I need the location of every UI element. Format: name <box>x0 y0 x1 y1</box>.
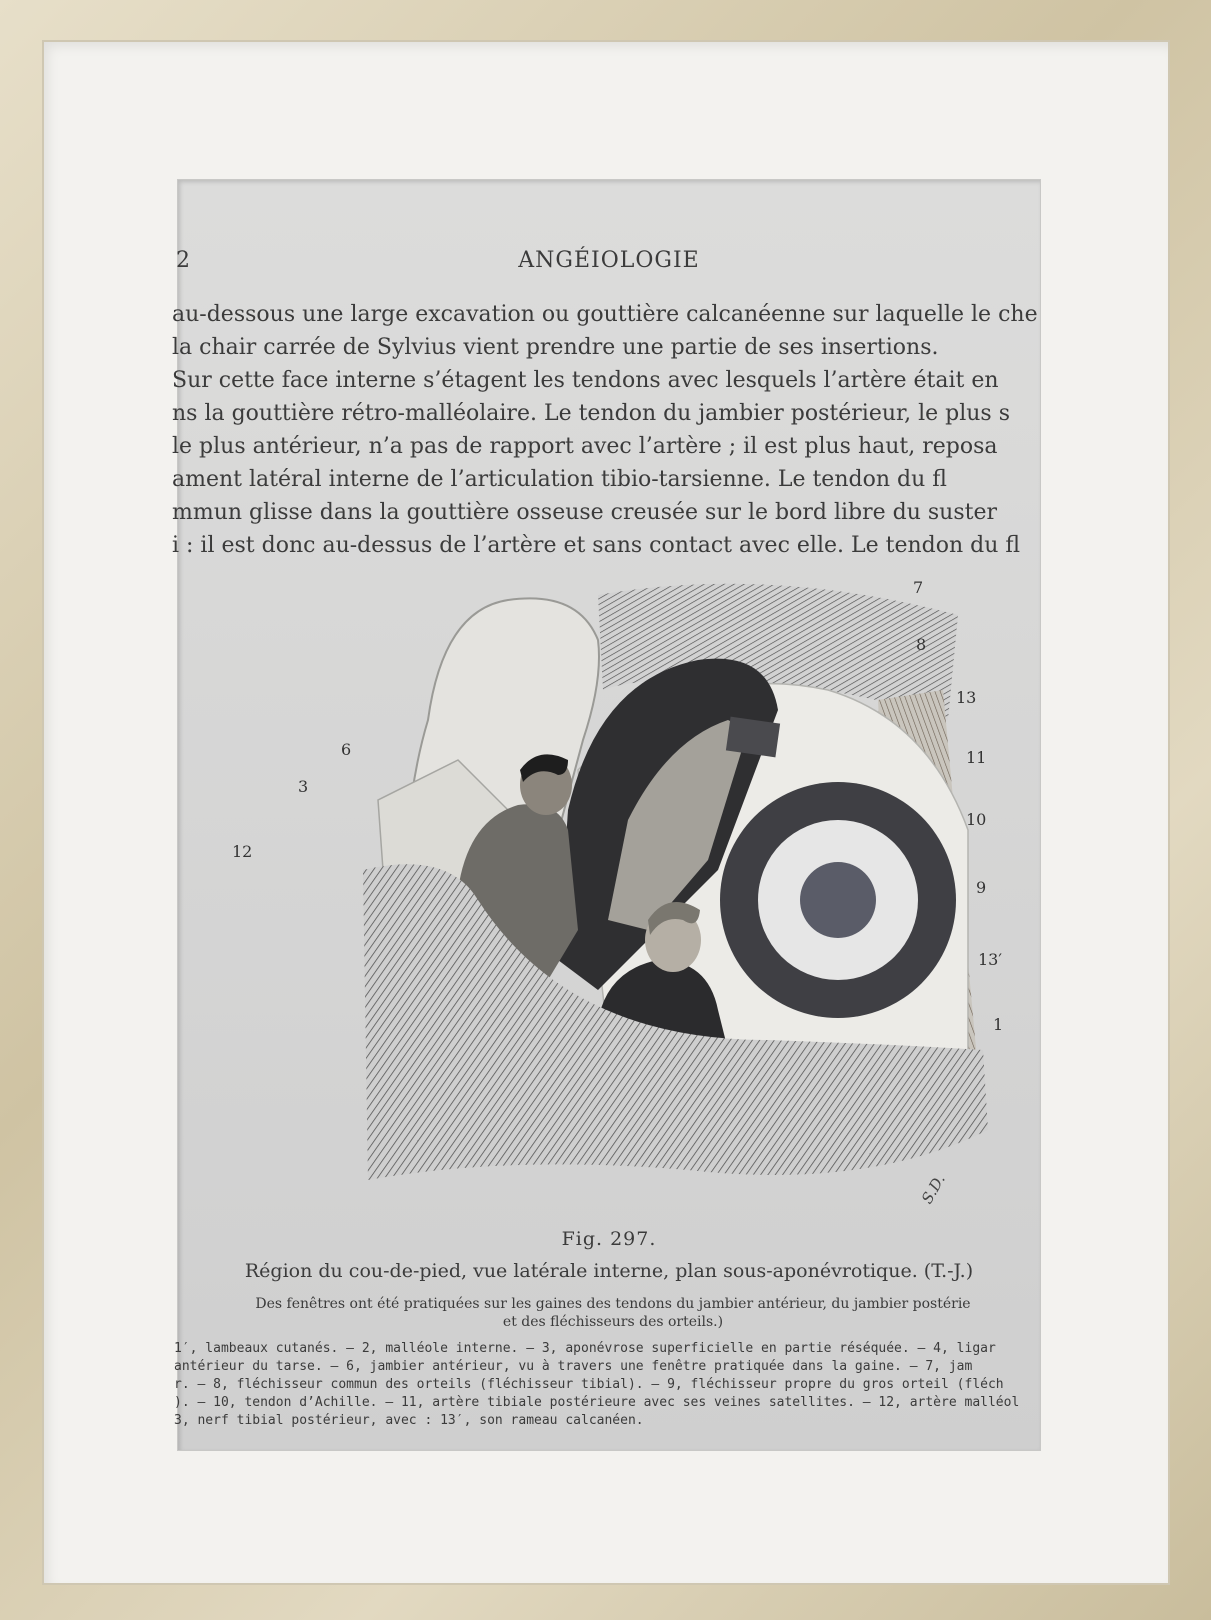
figure-note-line: Des fenêtres ont été pratiquées sur les gaines des tendons du jambier antérieur, du jambier postérie <box>255 1296 971 1312</box>
figure-note <box>198 1295 1028 1331</box>
body-line: i : il est donc au-dessus de l’artère et sans contact avec elle. Le tendon du fl <box>172 533 1021 558</box>
callout-3: 3 <box>298 777 309 796</box>
page-number: 2 <box>176 248 190 273</box>
figure-legend <box>174 1340 1054 1430</box>
callout-9: 9 <box>976 878 987 897</box>
body-line: ns la gouttière rétro-malléolaire. Le tendon du jambier postérieur, le plus s <box>172 401 1011 426</box>
fuselage-marking <box>726 717 780 758</box>
callout-7: 7 <box>913 578 924 597</box>
callout-12: 12 <box>232 842 253 861</box>
body-line: la chair carrée de Sylvius vient prendre une partie de ses insertions. <box>172 335 939 360</box>
figure-number: Fig. 297. <box>561 1228 657 1250</box>
figure-note-line: et des fléchisseurs des orteils.) <box>502 1314 724 1330</box>
callout-1: 1 <box>993 1015 1004 1034</box>
body-line: au-dessous une large excavation ou gouttière calcanéenne sur laquelle le che <box>172 302 1038 327</box>
callout-8: 8 <box>916 635 927 654</box>
legend-line: 3, nerf tibial postérieur, avec : 13′, son rameau calcanéen. <box>174 1413 644 1428</box>
legend-line: ). — 10, tendon d’Achille. — 11, artère tibiale postérieure avec ses veines satellites. — 12, artère malléol <box>174 1395 1020 1410</box>
callout-11: 11 <box>966 748 987 767</box>
callout-6: 6 <box>341 740 352 759</box>
callout-10: 10 <box>966 810 987 829</box>
running-head: ANGÉIOLOGIE <box>518 248 700 273</box>
callout-13: 13 <box>956 688 977 707</box>
body-line: Sur cette face interne s’étagent les tendons avec lesquels l’artère était en <box>172 368 999 393</box>
body-text <box>172 298 1052 562</box>
legend-line: antérieur du tarse. — 6, jambier antérieur, vu à travers une fenêtre pratiquée dans la gaine. — 7, jam <box>174 1359 973 1374</box>
figure-title: Région du cou-de-pied, vue latérale interne, plan sous-aponévrotique. (T.-J.) <box>244 1260 974 1282</box>
book-page <box>172 180 1040 1450</box>
callout-13-prime: 13′ <box>978 950 1002 969</box>
body-line: ament latéral interne de l’articulation tibio-tarsienne. Le tendon du fl <box>172 467 947 492</box>
body-line: le plus antérieur, n’a pas de rapport avec l’artère ; il est plus haut, reposa <box>172 434 998 459</box>
legend-line: 1′, lambeaux cutanés. — 2, malléole interne. — 3, aponévrose superficielle en partie réséquée. — 4, ligar <box>174 1341 996 1356</box>
body-line: mmun glisse dans la gouttière osseuse creusée sur le bord libre du suster <box>172 500 998 525</box>
artist-signature: S.D. <box>917 1171 949 1207</box>
legend-line: r. — 8, fléchisseur commun des orteils (fléchisseur tibial). — 9, fléchisseur propre du gros orteil (fléch <box>174 1377 1004 1392</box>
collage-illustration <box>268 570 968 1210</box>
roundel-center <box>800 862 876 938</box>
